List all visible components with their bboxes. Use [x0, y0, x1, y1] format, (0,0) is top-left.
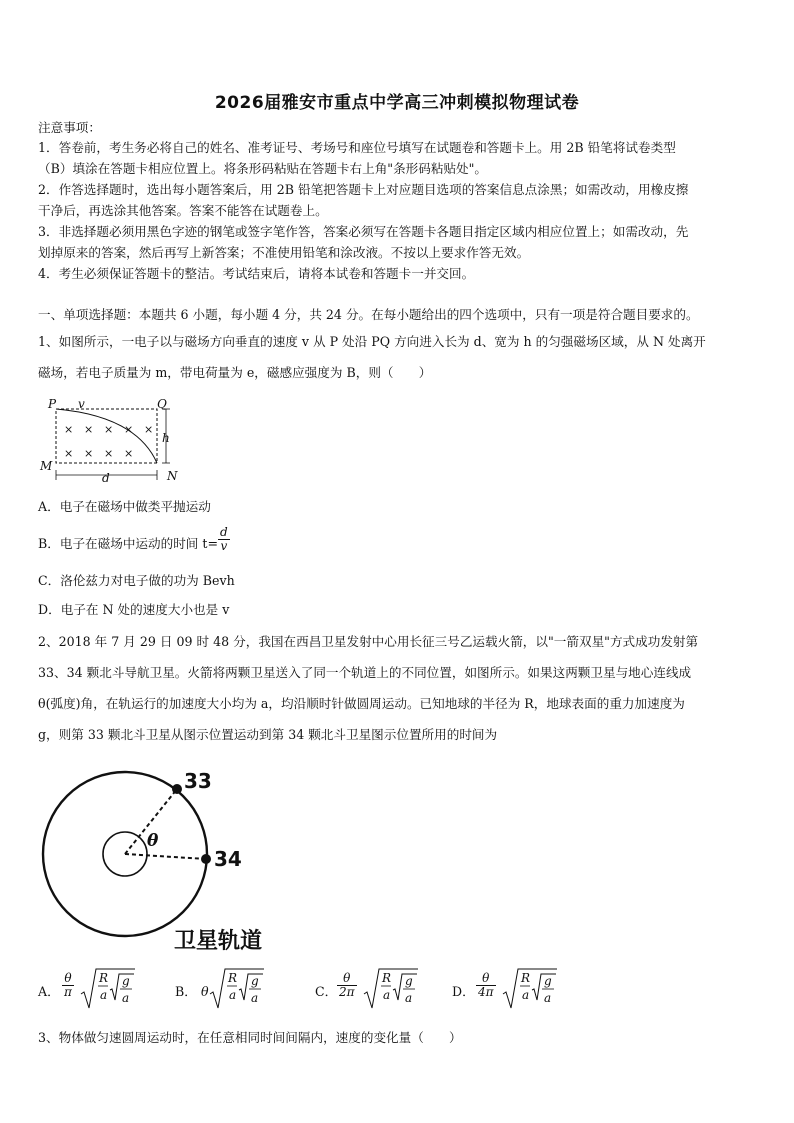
- orbit-caption: 卫星轨道: [174, 929, 263, 954]
- svg-text:R: R: [521, 971, 531, 985]
- fraction-d-over-v: $\frac{d}{v}$: [220, 525, 228, 553]
- svg-text:×: ×: [84, 447, 94, 460]
- notice-line: 划掉原来的答案，然后再写上新答案；不准使用铅笔和涂改液。不按以上要求作答无效。: [38, 245, 530, 260]
- notice-line: （B）填涂在答题卡相应位置上。将条形码粘贴在答题卡右上角"条形码粘贴处"。: [38, 161, 488, 176]
- svg-text:×: ×: [64, 423, 74, 436]
- svg-text:a: a: [251, 991, 259, 1005]
- label-33: 33: [184, 769, 212, 793]
- svg-text:×: ×: [124, 447, 134, 460]
- page-title: 2026届雅安市重点中学高三冲刺模拟物理试卷: [214, 93, 580, 113]
- notice-heading: 注意事项：: [38, 120, 101, 135]
- label-P: P: [48, 398, 57, 411]
- notice-line: 4．考生必须保证答题卡的整洁。考试结束后，请将本试卷和答题卡一并交回。: [38, 266, 475, 281]
- section-heading: 一、单项选择题：本题共 6 小题，每小题 4 分，共 24 分。在每小题给出的四个选项中，只有一项是符合题目要求的。: [38, 307, 699, 322]
- svg-text:×: ×: [104, 447, 114, 460]
- svg-text:×: ×: [144, 423, 154, 436]
- svg-text:R: R: [99, 971, 109, 985]
- field-crosses: [64, 423, 153, 460]
- label-d: d: [102, 471, 110, 485]
- question-3-text: 3、物体做匀速圆周运动时，在任意相同时间间隔内，速度的变化量（ ）: [38, 1030, 462, 1045]
- magnetic-field-figure: [36, 398, 186, 486]
- svg-text:a: a: [544, 991, 552, 1005]
- svg-text:g: g: [122, 974, 130, 988]
- notice-line: 1．答卷前，考生务必将自己的姓名、准考证号、考场号和座位号填写在试题卷和答题卡上。用 2B 铅笔将试卷类型: [38, 140, 676, 155]
- svg-text:g: g: [405, 974, 413, 988]
- option-c: C．洛伦兹力对电子做的功为 Bevh: [38, 573, 235, 588]
- satellite-orbit-figure: [40, 762, 280, 958]
- svg-text:a: a: [383, 988, 391, 1002]
- svg-text:a: a: [405, 991, 413, 1005]
- svg-text:×: ×: [104, 423, 114, 436]
- label-34: 34: [214, 847, 242, 871]
- sqrt-expression: [209, 968, 265, 1012]
- label-theta: θ: [147, 831, 159, 851]
- svg-text:×: ×: [124, 423, 134, 436]
- question-2-text: g，则第 33 颗北斗卫星从图示位置运动到第 34 颗北斗卫星图示位置所用的时间为: [38, 727, 498, 742]
- notice-line: 3．非选择题必须用黑色字迹的钢笔或签字笔作答，答案必须写在答题卡各题目指定区域内相应位置上；如需改动，先: [38, 224, 689, 239]
- question-2-options: A． $\frac{\theta}{\pi}$ R a g a B． θ R a g a C． $\frac{\theta}{2\pi}$ R a g a D． $\frac{\theta}{4\pi}$ R a g a: [38, 968, 778, 1018]
- label-N: N: [167, 469, 178, 483]
- label-v: v: [78, 398, 85, 411]
- svg-text:a: a: [522, 988, 530, 1002]
- svg-text:×: ×: [84, 423, 94, 436]
- notice-line: 干净后，再选涂其他答案。答案不能答在试题卷上。: [38, 203, 328, 218]
- question-2-text: 2、2018 年 7 月 29 日 09 时 48 分，我国在西昌卫星发射中心用长征三号乙运载火箭，以"一箭双星"方式成功发射第: [38, 634, 699, 649]
- svg-text:×: ×: [64, 447, 74, 460]
- label-M: M: [40, 459, 53, 473]
- label-h: h: [162, 431, 170, 445]
- question-2-text: 33、34 颗北斗导航卫星。火箭将两颗卫星送入了同一个轨道上的不同位置，如图所示。如果这两颗卫星与地心连线成: [38, 665, 692, 680]
- sqrt-expression: [363, 968, 419, 1012]
- svg-text:g: g: [544, 974, 552, 988]
- question-1-text: 1、如图所示，一电子以与磁场方向垂直的速度 v 从 P 处沿 PQ 方向进入长为 d、宽为 h 的匀强磁场区域，从 N 处离开: [38, 334, 706, 349]
- notice-line: 2．作答选择题时，选出每小题答案后，用 2B 铅笔把答题卡上对应题目选项的答案信息点涂黑；如需改动，用橡皮擦: [38, 182, 689, 197]
- question-1-text: 磁场，若电子质量为 m，带电荷量为 e，磁感应强度为 B，则（ ）: [38, 365, 432, 380]
- svg-text:a: a: [229, 988, 237, 1002]
- svg-text:a: a: [100, 988, 108, 1002]
- question-2-text: θ(弧度)角，在轨运行的加速度大小均为 a，均沿顺时针做圆周运动。已知地球的半径为 R，地球表面的重力加速度为: [38, 696, 685, 711]
- satellite-34: [201, 854, 211, 864]
- option-b: B．电子在磁场中运动的时间 t= $\frac{d}{v}$: [38, 525, 228, 553]
- label-Q: Q: [157, 398, 167, 411]
- svg-text:g: g: [251, 974, 259, 988]
- sqrt-expression: [80, 968, 136, 1012]
- option-a: A．电子在磁场中做类平抛运动: [38, 499, 211, 514]
- svg-text:R: R: [382, 971, 392, 985]
- svg-text:R: R: [228, 971, 238, 985]
- option-d: D．电子在 N 处的速度大小也是 v: [38, 602, 230, 617]
- satellite-33: [172, 784, 182, 794]
- sqrt-expression: [502, 968, 558, 1012]
- svg-text:a: a: [122, 991, 130, 1005]
